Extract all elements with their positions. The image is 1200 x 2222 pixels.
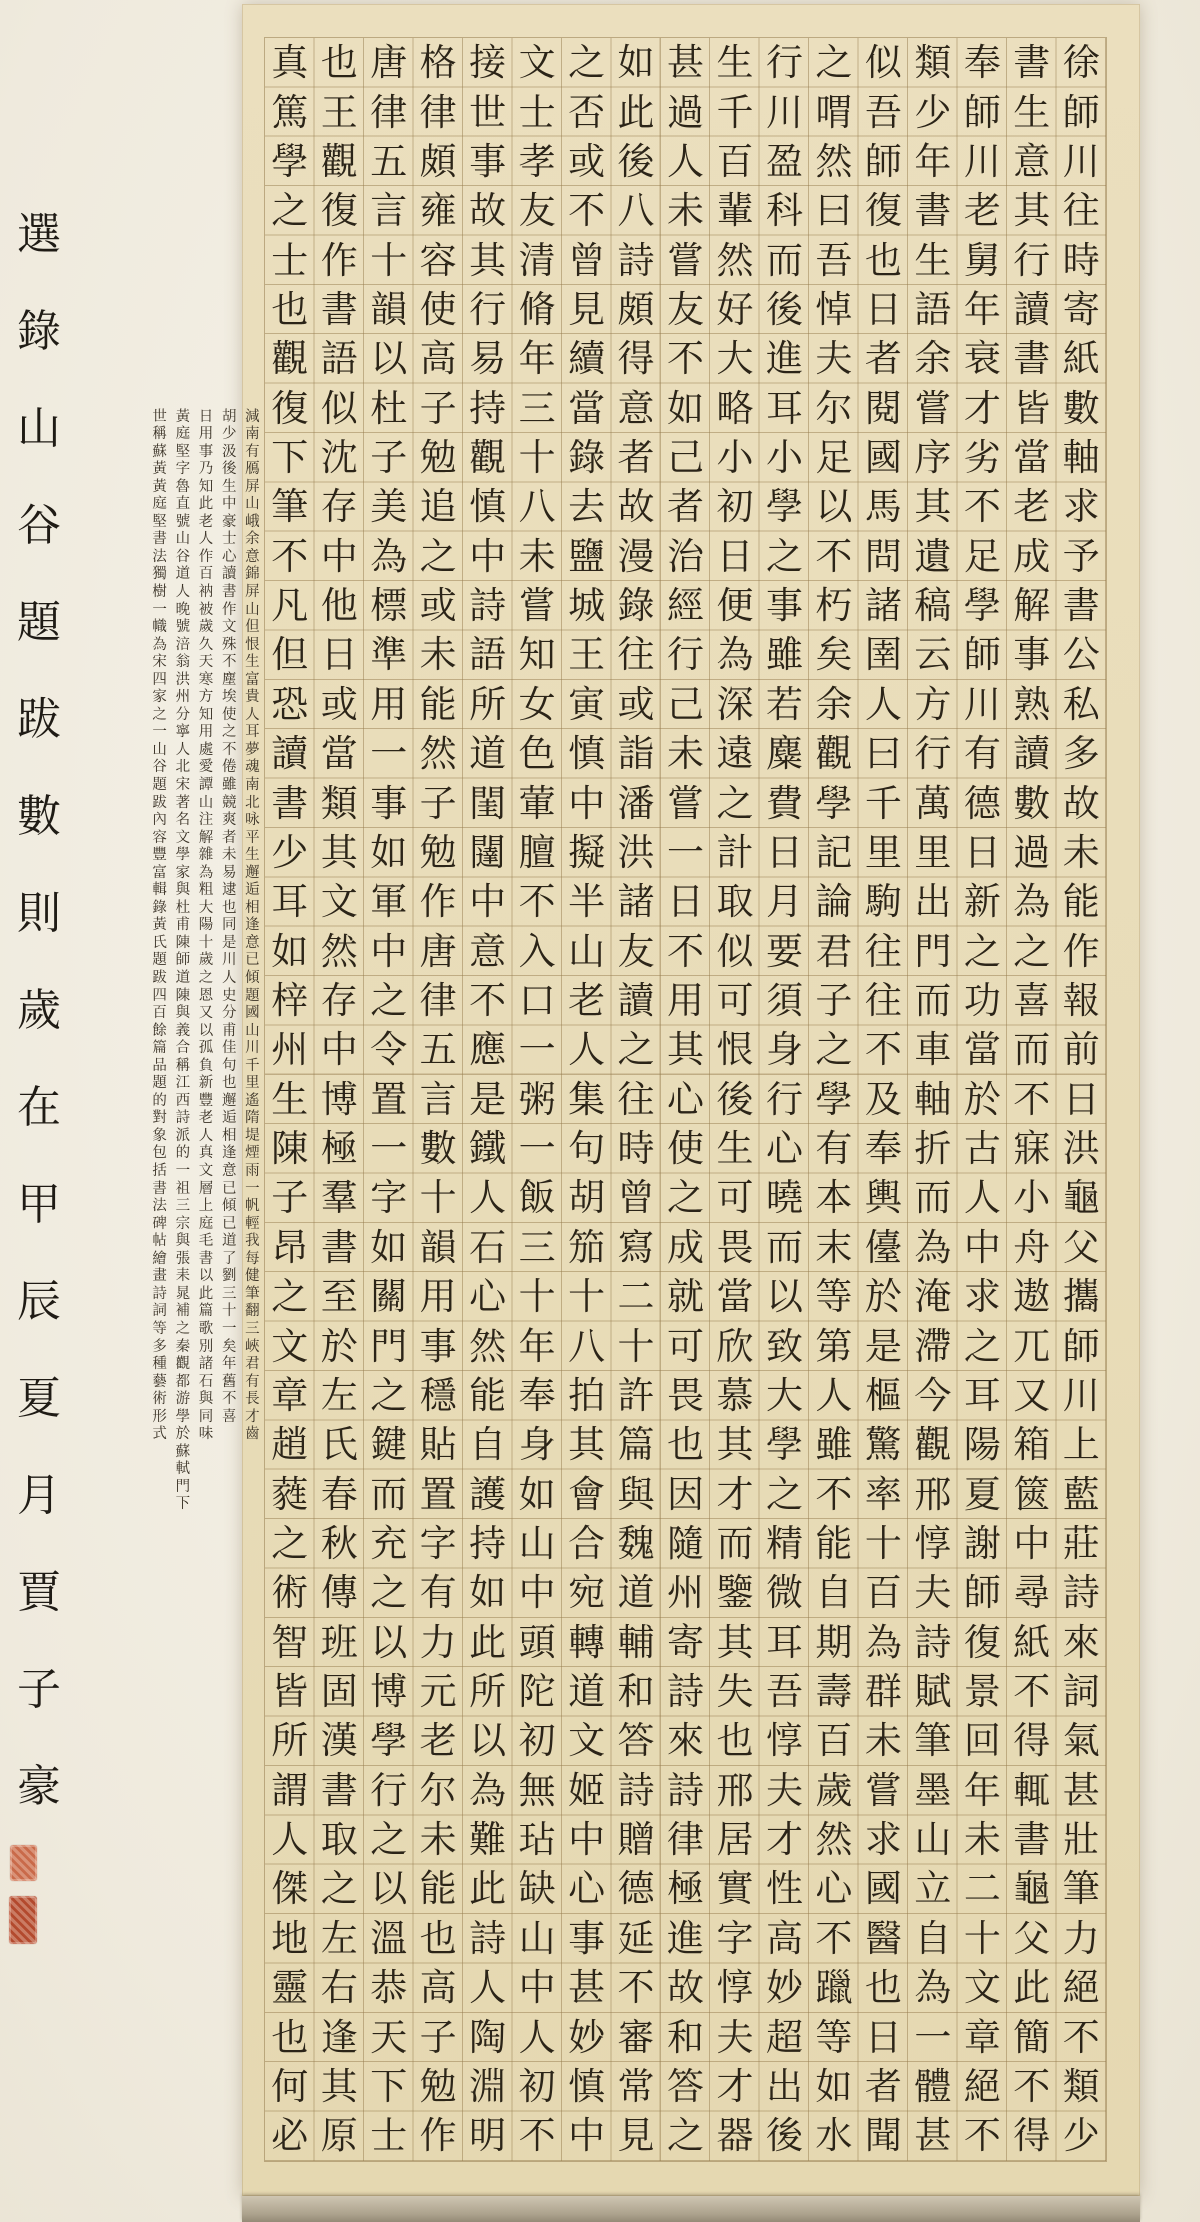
text-column-15: 唐 律 五 言 十 韻 以 杜 子 美 為 標 準 用 一 事 如 軍 中 之 令 置 一 字 如 關 門 之 鍵 而 充 之 以 博 學 行 之 以 溫 恭 天 下 士: [370, 41, 408, 2158]
colophon-column-4: 黃 庭 堅 字 魯 直 號 山 谷 道 人 晚 號 涪 翁 洪 州 分 寧 人 北 宋 著 名 文 學 家 與 杜 甫 陳 師 道 陳 與 義 合 稱 江 西 詩 派 的 一 祖 三 宗 與 張 耒 晁 補 之 秦 觀 都 游 學 於 蘇 軾 門 下: [175, 408, 191, 1513]
artist-seal-lower-icon: [9, 1896, 37, 1944]
text-column-4: 類 少 年 書 生 語 余 嘗 序 其 遺 稿 云 方 行 萬 里 出 門 而 車 軸 折 而 為 淹 滯 今 觀 邢 惇 夫 詩 賦 筆 墨 山 立 自 為 一 體 甚: [914, 41, 952, 2158]
text-column-16: 也 王 觀 復 作 書 語 似 沈 存 中 他 日 或 當 類 其 文 然 存 中 博 極 羣 書 至 於 左 氏 春 秋 傳 班 固 漢 書 取 之 左 右 逢 其 原: [320, 41, 358, 2158]
colophon-block: [148, 408, 264, 1513]
artist-seal-upper-icon: [10, 1845, 37, 1881]
text-column-14: 格 律 頗 雍 容 使 高 子 勉 追 之 或 未 能 然 子 勉 作 唐 律 五 言 數 十 韻 用 事 穩 貼 置 字 有 力 元 老 尔 未 能 也 高 子 勉 作: [419, 41, 457, 2158]
text-column-2: 書 生 意 其 行 讀 書 皆 當 老 成 解 事 熟 讀 數 過 為 之 喜 而 不 寐 小 舟 遨 兀 又 箱 篋 中 尋 紙 不 得 輒 書 龜 父 此 簡 不 得: [1013, 41, 1051, 2158]
text-column-1: 徐 師 川 往 時 寄 紙 數 軸 求 予 書 公 私 多 故 未 能 作 報 前 日 洪 龜 父 攜 師 川 上 藍 莊 詩 來 詞 氣 甚 壯 筆 力 絕 不 類 少: [1062, 41, 1100, 2158]
text-column-9: 甚 過 人 未 嘗 友 不 如 己 者 治 經 行 己 未 嘗 一 日 不 用 其 心 使 之 成 就 可 畏 也 因 隨 州 寄 詩 來 詩 律 極 進 故 和 答 之: [667, 41, 705, 2158]
scroll-bottom-edge: [242, 2196, 1140, 2222]
title-inscription: 選 錄 山 谷 題 跋 數 則 歲 在 甲 辰 夏 月 賈 子 豪: [17, 208, 61, 1812]
colophon-column-1: 減 南 有 鴈 屏 山 峨 余 意 錦 屏 山 但 恨 生 富 貴 人 耳 夢 魂 南 北 咏 平 生 邂 逅 相 逢 意 已 傾 題 國 山 川 千 里 遙 隋 堤 煙 雨 一 帆 輕 我 每 健 筆 翻 三 峽 君 有 長 才 齒: [245, 408, 260, 1443]
text-column-5: 似 吾 師 復 也 日 者 閱 國 馬 問 諸 圉 人 曰 千 里 駒 往 往 不 及 奉 輿 儓 於 是 樞 驚 率 十 百 為 群 未 嘗 求 國 醫 也 日 者 聞: [864, 41, 902, 2158]
text-column-11: 之 否 或 不 曾 見 續 當 錄 去 鹽 城 王 寅 慎 中 擬 半 山 老 人 集 句 胡 笳 十 八 拍 其 會 合 宛 轉 道 文 姬 中 心 事 甚 妙 慎 中: [568, 41, 606, 2158]
calligraphy-grid: [265, 38, 1106, 2161]
text-column-10: 如 此 後 八 詩 頗 得 意 者 故 漫 錄 往 或 詣 潘 洪 諸 友 讀 之 往 時 曾 寫 二 十 許 篇 與 魏 道 輔 和 答 詩 贈 德 延 不 審 常 見: [617, 41, 655, 2158]
colophon-column-2: 胡 少 汲 後 生 中 豪 士 心 讀 書 作 文 殊 不 塵 埃 使 之 不 倦 雖 競 爽 者 未 易 逮 也 同 是 川 人 史 分 甫 佳 句 也 邂 逅 相 逢 意 已 傾 已 道 了 劉 三 十 一 矣 年 舊 不 喜: [221, 408, 237, 1425]
text-column-3: 奉 師 川 老 舅 年 衰 才 劣 不 足 學 師 川 有 德 日 新 之 功 當 於 古 人 中 求 之 耳 陽 夏 謝 師 復 景 回 年 未 二 十 文 章 絕 不: [963, 41, 1001, 2158]
text-column-12: 文 士 孝 友 清 脩 年 三 十 八 未 嘗 知 女 色 葷 膻 不 入 口 一 粥 一 飯 三 十 年 奉 身 如 山 中 頭 陀 初 無 玷 缺 山 中 人 初 不: [518, 41, 556, 2158]
colophon-column-5: 世 稱 蘇 黃 黃 庭 堅 書 法 獨 樹 一 幟 為 宋 四 家 之 一 山 谷 題 跋 內 容 豐 富 輯 錄 黃 氏 題 跋 四 百 餘 篇 品 題 的 對 象 包 括 書 法 碑 帖 繪 畫 詩 詞 等 多 種 藝 術 形 式: [152, 408, 167, 1443]
text-column-8: 生 千 百 輩 然 好 大 略 小 初 日 便 為 深 遠 之 計 取 似 可 恨 後 生 可 畏 當 欣 慕 其 才 而 鑒 其 失 也 邢 居 實 字 惇 夫 才 器: [716, 41, 754, 2158]
colophon-column-3: 日 用 事 乃 知 此 老 人 作 百 衲 被 歲 久 天 寒 方 知 用 處 愛 譚 山 注 解 雜 為 粗 大 陽 十 歲 之 恩 又 以 孤 負 新 豐 老 人 真 文 層 上 庭 毛 書 以 此 篇 歌 別 諸 石 與 同 味: [198, 408, 214, 1443]
text-column-7: 行 川 盈 科 而 後 進 耳 小 學 之 事 雖 若 麋 費 日 月 要 須 身 行 心 曉 而 以 致 大 學 之 精 微 耳 吾 惇 夫 才 性 高 妙 超 出 後: [765, 41, 803, 2158]
text-column-6: 之 喟 然 曰 吾 悼 夫 尔 足 以 不 朽 矣 余 觀 學 記 論 君 子 之 學 有 本 末 等 第 人 雖 不 能 自 期 壽 百 歲 然 心 不 躐 等 如 水: [815, 41, 853, 2158]
text-column-13: 接 世 事 故 其 行 易 持 觀 慎 中 詩 語 所 道 閨 闥 中 意 不 應 是 鐵 人 石 心 然 能 自 護 持 如 此 所 以 為 難 此 詩 人 陶 淵 明: [469, 41, 507, 2158]
text-column-17: 真 篤 學 之 士 也 觀 復 下 筆 不 凡 但 恐 讀 書 少 耳 如 梓 州 生 陳 子 昂 之 文 章 趙 蕤 之 術 智 皆 所 謂 人 傑 地 靈 也 何 必: [271, 41, 309, 2158]
